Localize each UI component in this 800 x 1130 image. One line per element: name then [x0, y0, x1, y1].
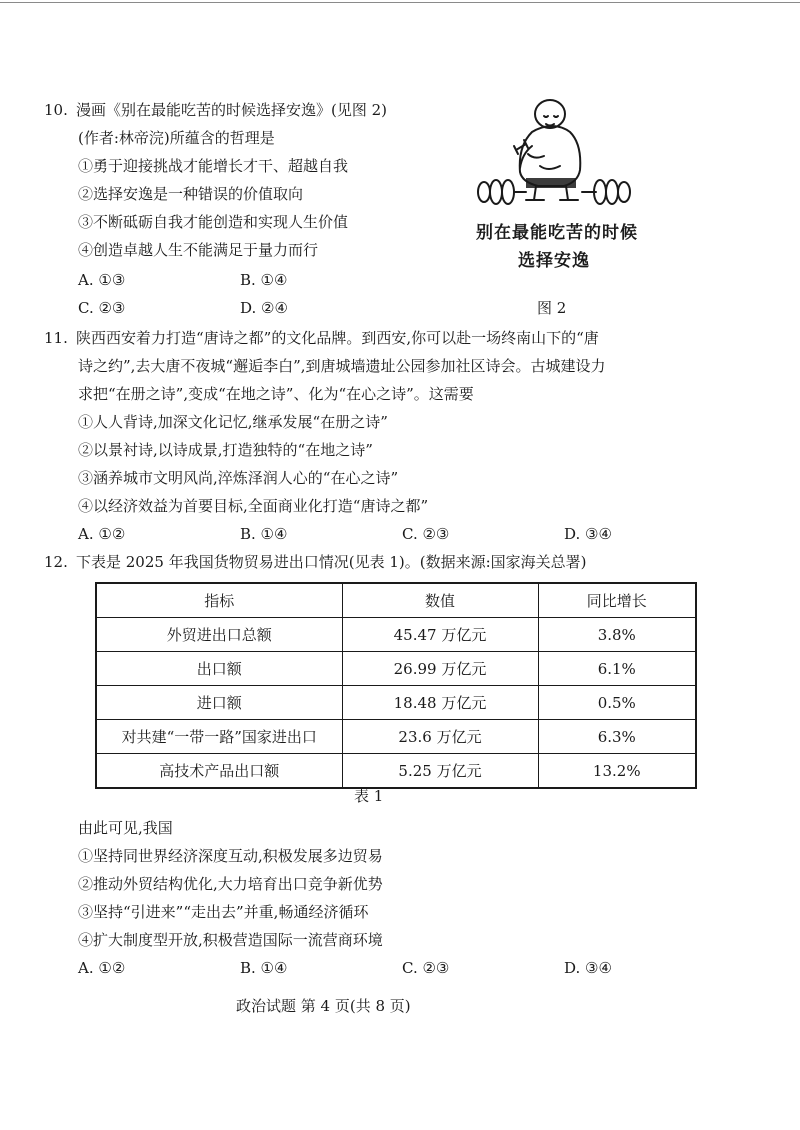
option-c[interactable]: C. ②③ — [402, 959, 450, 977]
table-cell: 高技术产品出口额 — [96, 754, 342, 789]
statement: ④扩大制度型开放,积极营造国际一流营商环境 — [78, 931, 383, 949]
table-row — [96, 652, 696, 686]
statement: ②以景衬诗,以诗成景,打造独特的“在地之诗” — [78, 441, 373, 459]
option-a[interactable]: A. ①③ — [78, 271, 126, 289]
table-cell: 进口额 — [96, 686, 342, 720]
question-stem: (作者:林帝浣)所蕴含的哲理是 — [78, 129, 275, 147]
question-lead: 由此可见,我国 — [78, 819, 173, 837]
table-row — [96, 754, 696, 789]
option-c[interactable]: C. ②③ — [402, 525, 450, 543]
statement: ③坚持“引进来”“走出去”并重,畅通经济循环 — [78, 903, 369, 921]
table-cell: 6.1% — [538, 652, 696, 686]
table-cell: 6.3% — [538, 720, 696, 754]
table-cell: 5.25 万亿元 — [342, 754, 538, 789]
option-b[interactable]: B. ①④ — [240, 525, 288, 543]
column-header: 指标 — [96, 583, 342, 618]
table-cell: 18.48 万亿元 — [342, 686, 538, 720]
table-row — [96, 618, 696, 652]
table-label: 表 1 — [354, 787, 384, 805]
question-number: 11. — [44, 329, 68, 347]
option-c[interactable]: C. ②③ — [78, 299, 126, 317]
table-cell: 45.47 万亿元 — [342, 618, 538, 652]
statement: ②推动外贸结构优化,大力培育出口竞争新优势 — [78, 875, 383, 893]
table-row — [96, 720, 696, 754]
figure-label: 图 2 — [537, 299, 567, 317]
option-a[interactable]: A. ①② — [78, 525, 126, 543]
question-stem: 陕西西安着力打造“唐诗之都”的文化品牌。到西安,你可以赴一场终南山下的“唐 — [76, 329, 599, 347]
table-cell: 3.8% — [538, 618, 696, 652]
table-row — [96, 686, 696, 720]
top-rule — [0, 2, 800, 3]
table-cell: 出口额 — [96, 652, 342, 686]
table-cell: 26.99 万亿元 — [342, 652, 538, 686]
question-number: 10. — [44, 101, 68, 119]
option-a[interactable]: A. ①② — [78, 959, 126, 977]
statement: ③不断砥砺自我才能创造和实现人生价值 — [78, 213, 349, 231]
question-stem: 诗之约”,去大唐不夜城“邂逅李白”,到唐城墙遗址公园参加社区诗会。古城建设力 — [78, 357, 606, 375]
statement: ②选择安逸是一种错误的价值取向 — [78, 185, 304, 203]
statement: ④以经济效益为首要目标,全面商业化打造“唐诗之都” — [78, 497, 429, 515]
statement: ①坚持同世界经济深度互动,积极发展多边贸易 — [78, 847, 383, 865]
statement: ③涵养城市文明风尚,淬炼泽润人心的“在心之诗” — [78, 469, 399, 487]
question-number: 12. — [44, 553, 68, 571]
column-header: 同比增长 — [538, 583, 696, 618]
statement: ④创造卓越人生不能满足于量力而行 — [78, 241, 319, 259]
table-cell: 0.5% — [538, 686, 696, 720]
page-footer: 政治试题 第 4 页(共 8 页) — [236, 997, 411, 1015]
option-d[interactable]: D. ②④ — [240, 299, 288, 317]
statement: ①勇于迎接挑战才能增长才干、超越自我 — [78, 157, 349, 175]
question-stem: 求把“在册之诗”,变成“在地之诗”、化为“在心之诗”。这需要 — [78, 385, 474, 403]
option-b[interactable]: B. ①④ — [240, 959, 288, 977]
table-cell: 13.2% — [538, 754, 696, 789]
question-stem: 下表是 2025 年我国货物贸易进出口情况(见表 1)。(数据来源:国家海关总署) — [76, 553, 587, 571]
figure-caption: 别在最能吃苦的时候 — [476, 223, 638, 243]
statement: ①人人背诗,加深文化记忆,继承发展“在册之诗” — [78, 413, 388, 431]
option-d[interactable]: D. ③④ — [564, 525, 612, 543]
table-cell: 23.6 万亿元 — [342, 720, 538, 754]
table-cell: 外贸进出口总额 — [96, 618, 342, 652]
table-cell: 对共建“一带一路”国家进出口 — [96, 720, 342, 754]
column-header: 数值 — [342, 583, 538, 618]
trade-data-table — [95, 582, 697, 789]
figure-caption: 选择安逸 — [518, 251, 590, 271]
option-b[interactable]: B. ①④ — [240, 271, 288, 289]
option-d[interactable]: D. ③④ — [564, 959, 612, 977]
question-stem: 漫画《别在最能吃苦的时候选择安逸》(见图 2) — [76, 101, 388, 119]
table-header-row — [96, 583, 696, 618]
